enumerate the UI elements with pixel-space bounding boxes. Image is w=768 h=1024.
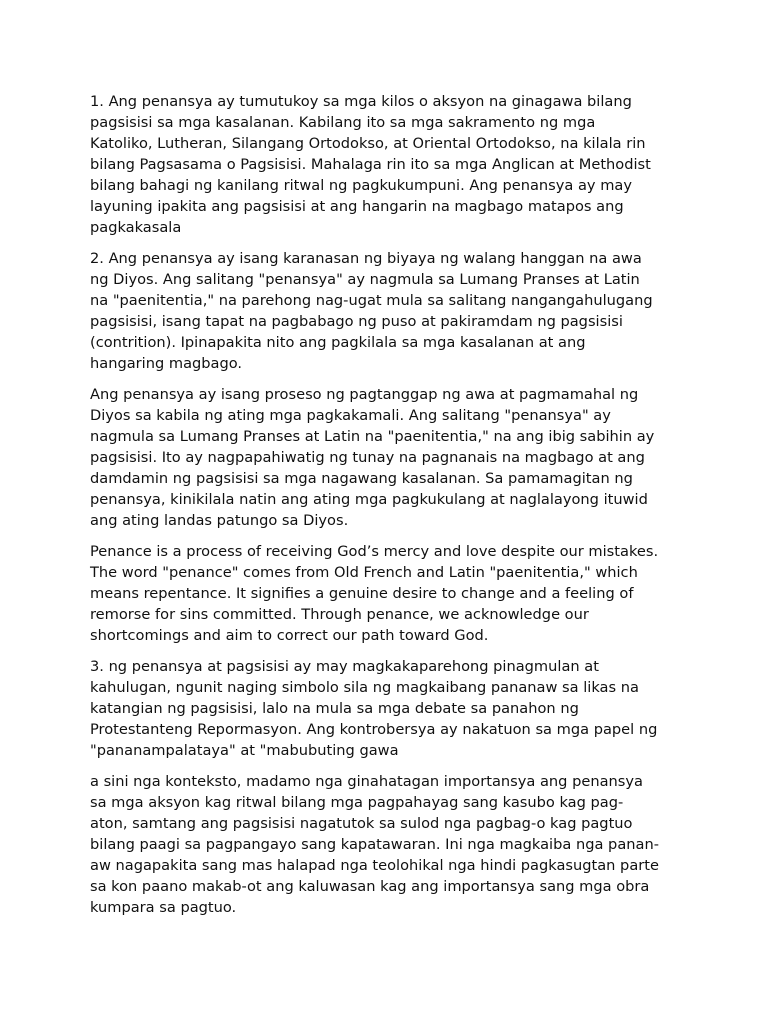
text-line: pagsisisi. Ito ay nagpapahiwatig ng tunay na pagnanais na magbago at ang: [90, 449, 645, 466]
text-line: pagsisisi, isang tapat na pagbabago ng puso at pakiramdam ng pagsisisi: [90, 313, 623, 330]
document-body: [90, 91, 690, 928]
text-line: hangaring magbago.: [90, 355, 243, 372]
text-line: bilang bahagi ng kanilang ritwal ng pagkukumpuni. Ang penansya ay may: [90, 177, 633, 194]
text-line: "pananampalataya" at "mabubuting gawa: [90, 742, 399, 759]
text-line: Protestanteng Repormasyon. Ang kontrobersya ay nakatuon sa mga papel ng: [90, 721, 658, 738]
text-line: a sini nga konteksto, madamo nga ginahatagan importansya ang penansya: [90, 773, 643, 790]
paragraph-1: [90, 91, 690, 238]
paragraph-2: [90, 248, 690, 374]
text-line: katangian ng pagsisisi, lalo na mula sa mga debate sa panahon ng: [90, 700, 579, 717]
text-line: ang ating landas patungo sa Diyos.: [90, 512, 349, 529]
text-line: 2. Ang penansya ay isang karanasan ng biyaya ng walang hanggan na awa: [90, 250, 642, 267]
text-line: penansya, kinikilala natin ang ating mga pagkukulang at naglalayong ituwid: [90, 491, 648, 508]
text-line: Diyos sa kabila ng ating mga pagkakamali. Ang salitang "penansya" ay: [90, 407, 611, 424]
text-line: shortcomings and aim to correct our path toward God.: [90, 627, 489, 644]
text-line: kumpara sa pagtuo.: [90, 899, 237, 916]
paragraph-4: [90, 541, 690, 646]
text-line: bilang Pagsasama o Pagsisisi. Mahalaga rin ito sa mga Anglican at Methodist: [90, 156, 651, 173]
text-line: The word "penance" comes from Old French and Latin "paenitentia," which: [90, 564, 638, 581]
paragraph-6: [90, 771, 690, 918]
text-line: (contrition). Ipinapakita nito ang pagkilala sa mga kasalanan at ang: [90, 334, 586, 351]
text-line: nagmula sa Lumang Pranses at Latin na "paenitentia," na ang ibig sabihin ay: [90, 428, 655, 445]
text-line: remorse for sins committed. Through penance, we acknowledge our: [90, 606, 589, 623]
text-line: Penance is a process of receiving God’s mercy and love despite our mistakes.: [90, 543, 659, 560]
text-line: na "paenitentia," na parehong nag-ugat mula sa salitang nangangahulugang: [90, 292, 653, 309]
text-line: Ang penansya ay isang proseso ng pagtanggap ng awa at pagmamahal ng: [90, 386, 639, 403]
text-line: damdamin ng pagsisisi sa mga nagawang kasalanan. Sa pamamagitan ng: [90, 470, 633, 487]
text-line: aw nagapakita sang mas halapad nga teolohikal nga hindi pagkasugtan parte: [90, 857, 659, 874]
paragraph-5: [90, 656, 690, 761]
text-line: 3. ng penansya at pagsisisi ay may magkakaparehong pinagmulan at: [90, 658, 599, 675]
text-line: aton, samtang ang pagsisisi nagatutok sa sulod nga pagbag-o kag pagtuo: [90, 815, 633, 832]
text-line: kahulugan, ngunit naging simbolo sila ng magkaibang pananaw sa likas na: [90, 679, 639, 696]
text-line: pagkakasala: [90, 219, 182, 236]
paragraph-3: [90, 384, 690, 531]
text-line: 1. Ang penansya ay tumutukoy sa mga kilos o aksyon na ginagawa bilang: [90, 93, 632, 110]
text-line: Katoliko, Lutheran, Silangang Ortodokso, at Oriental Ortodokso, na kilala rin: [90, 135, 646, 152]
text-line: means repentance. It signifies a genuine desire to change and a feeling of: [90, 585, 634, 602]
text-line: pagsisisi sa mga kasalanan. Kabilang ito sa mga sakramento ng mga: [90, 114, 596, 131]
text-line: sa kon paano makab-ot ang kaluwasan kag ang importansya sang mga obra: [90, 878, 650, 895]
text-line: sa mga aksyon kag ritwal bilang mga pagpahayag sang kasubo kag pag-: [90, 794, 624, 811]
text-line: layuning ipakita ang pagsisisi at ang hangarin na magbago matapos ang: [90, 198, 624, 215]
text-line: ng Diyos. Ang salitang "penansya" ay nagmula sa Lumang Pranses at Latin: [90, 271, 640, 288]
text-line: bilang paagi sa pagpangayo sang kapatawaran. Ini nga magkaiba nga panan-: [90, 836, 659, 853]
